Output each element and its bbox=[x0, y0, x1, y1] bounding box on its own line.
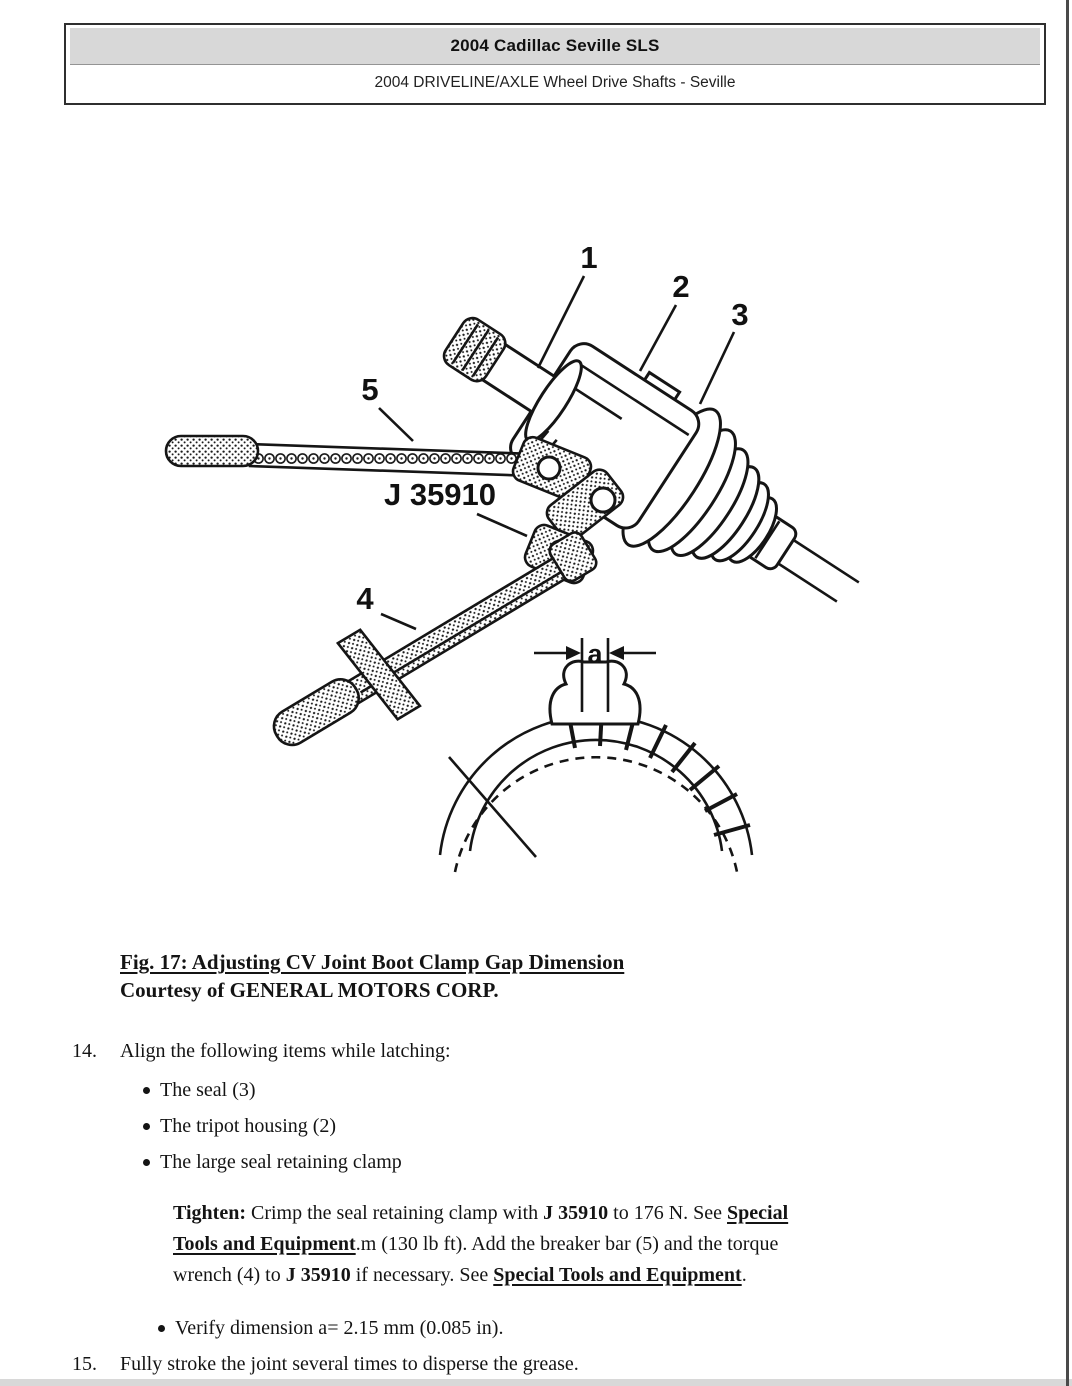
svg-text:3: 3 bbox=[731, 297, 749, 332]
figure-caption bbox=[120, 948, 1060, 1004]
page-bottom-strip bbox=[0, 1379, 1072, 1386]
clamp-ear bbox=[550, 661, 640, 724]
header-box bbox=[64, 23, 1046, 105]
callout-2 bbox=[640, 269, 690, 371]
svg-text:J 35910: J 35910 bbox=[383, 477, 497, 512]
step-14-text: Align the following items while latching: bbox=[120, 1040, 451, 1062]
step-15-text: Fully stroke the joint several times to disperse the grease. bbox=[120, 1353, 579, 1375]
figure-caption-courtesy: Courtesy of GENERAL MOTORS CORP. bbox=[120, 978, 499, 1002]
step-14 bbox=[0, 1038, 1060, 1065]
page-subtitle: 2004 DRIVELINE/AXLE Wheel Drive Shafts - Seville bbox=[374, 74, 736, 91]
svg-text:1: 1 bbox=[580, 240, 598, 275]
svg-text:a: a bbox=[587, 639, 603, 669]
bullet-text: The tripot housing (2) bbox=[160, 1115, 337, 1137]
bullet-icon bbox=[143, 1087, 150, 1094]
list-item bbox=[142, 1149, 1060, 1176]
callout-3 bbox=[700, 297, 749, 404]
svg-text:2: 2 bbox=[672, 269, 690, 304]
step-15-number: 15. bbox=[72, 1353, 97, 1375]
step-14-number: 14. bbox=[72, 1040, 97, 1062]
list-item bbox=[142, 1113, 1060, 1140]
gap-dimension bbox=[534, 639, 656, 669]
bullet-icon bbox=[143, 1123, 150, 1130]
bullet-icon bbox=[143, 1159, 150, 1166]
callout-tool-j35910 bbox=[384, 477, 527, 536]
torque-wrench bbox=[252, 507, 613, 777]
verify-bullet bbox=[157, 1315, 1060, 1342]
svg-text:4: 4 bbox=[356, 581, 374, 616]
bullet-text: The seal (3) bbox=[160, 1079, 256, 1101]
bullet-icon bbox=[158, 1325, 165, 1332]
page-right-edge bbox=[1066, 0, 1069, 1386]
bullet-text: The large seal retaining clamp bbox=[160, 1151, 402, 1173]
callout-4 bbox=[356, 581, 416, 629]
page-title: 2004 Cadillac Seville SLS bbox=[70, 28, 1040, 65]
body-text bbox=[0, 948, 1060, 1378]
list-item bbox=[142, 1077, 1060, 1104]
breaker-bar bbox=[166, 436, 563, 477]
svg-text:5: 5 bbox=[361, 372, 379, 407]
tighten-note: Tighten: Crimp the seal retaining clamp with J 35910 to 176 N. See Special Tools and Equipment.m (130 lb ft). Add the breaker bar (5) and the torque wrench (4) to J 35910 if necessary. See Special Tools and Equipment. bbox=[173, 1202, 789, 1286]
figure-caption-title: Fig. 17: Adjusting CV Joint Boot Clamp Gap Dimension bbox=[120, 950, 625, 974]
step-15 bbox=[0, 1351, 1060, 1378]
clamp-cross-section bbox=[440, 638, 752, 872]
align-bullet-list bbox=[0, 1077, 1060, 1176]
callout-5 bbox=[361, 372, 413, 441]
bullet-text: Verify dimension a= 2.15 mm (0.085 in). bbox=[175, 1317, 504, 1339]
cv-joint-figure bbox=[130, 225, 900, 965]
